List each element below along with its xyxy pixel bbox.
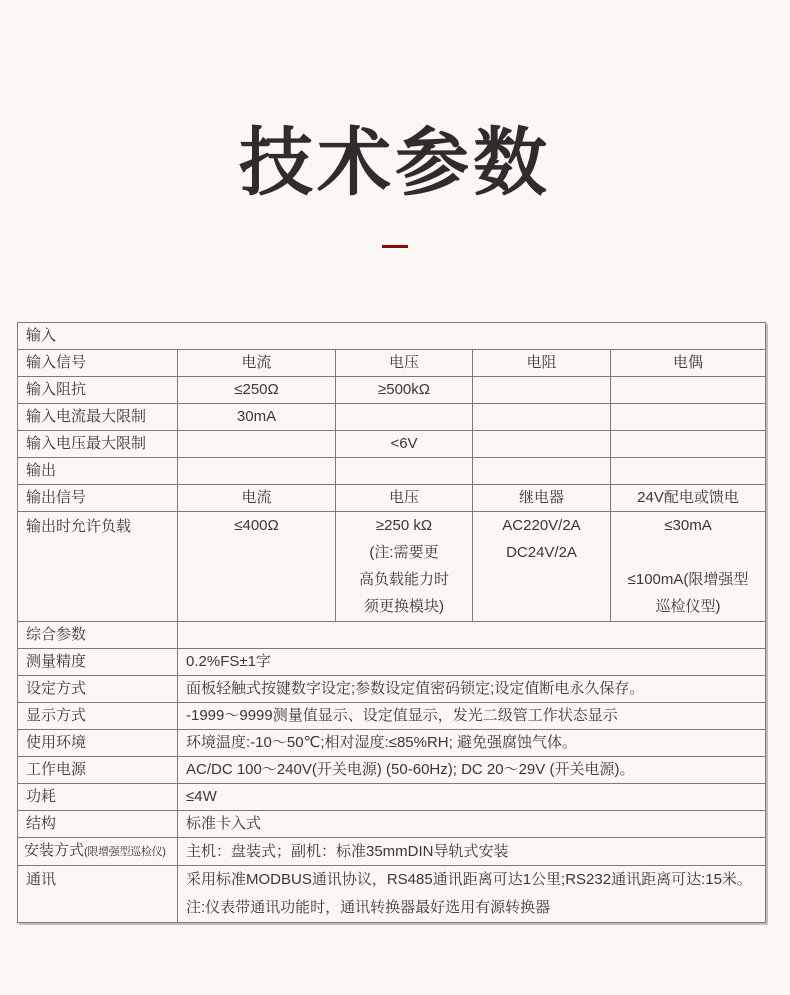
cell-value: 面板轻触式按键数字设定;参数设定值密码锁定;设定值断电永久保存。 [178,676,766,703]
table-row-power-consumption [18,784,766,811]
table-row-input-impedance [18,377,766,404]
cell-value [178,622,766,649]
cell-value: ≥500kΩ [336,377,473,404]
table-row-input-section [18,323,766,350]
table-row-output-signal [18,485,766,512]
row-label: 结构 [18,811,178,838]
cell-value [178,458,336,485]
row-label: 功耗 [18,784,178,811]
cell-value: AC/DC 100～240V(开关电源) (50-60Hz); DC 20～29V (开关电源)。 [178,757,766,784]
table-row-input-max-voltage [18,431,766,458]
row-label: 安装方式(限增强型巡检仪) [18,838,178,866]
table-row-communication [18,866,766,923]
cell-value [611,458,766,485]
row-label: 输入信号 [18,350,178,377]
table-row-output-load [18,512,766,622]
table-row-output-section [18,458,766,485]
cell-value [473,431,611,458]
row-label: 设定方式 [18,676,178,703]
cell-value: <6V [336,431,473,458]
cell-load-24v: ≤30mA ≤100mA(限增强型 巡检仪型) [611,512,766,622]
cell-load-current: ≤400Ω [178,512,336,622]
cell-current: 电流 [178,485,336,512]
cell-24v-supply: 24V配电或馈电 [611,485,766,512]
row-label: 使用环境 [18,730,178,757]
cell-relay: 继电器 [473,485,611,512]
row-label [18,512,178,622]
table-row-environment [18,730,766,757]
table-row-general-section [18,622,766,649]
cell-value: 30mA [178,404,336,431]
cell-value: ≤250Ω [178,377,336,404]
spec-table [17,322,766,923]
cell-current: 电流 [178,350,336,377]
cell-value [611,377,766,404]
cell-load-relay: AC220V/2A DC24V/2A [473,512,611,622]
table-row-power-supply [18,757,766,784]
cell-load-voltage: ≥250 kΩ (注:需要更 高负载能力时 须更换模块) [336,512,473,622]
title-underline [382,245,408,248]
row-label: 工作电源 [18,757,178,784]
table-row-display-method [18,703,766,730]
row-label: 输入电压最大限制 [18,431,178,458]
cell-value: 主机：盘装式；副机：标准35mmDIN导轨式安装 [178,838,766,866]
cell-value [473,458,611,485]
row-label: 输入电流最大限制 [18,404,178,431]
cell-resistance: 电阻 [473,350,611,377]
cell-value [611,431,766,458]
row-label: 显示方式 [18,703,178,730]
row-label: 输出信号 [18,485,178,512]
cell-value [336,404,473,431]
cell-voltage: 电压 [336,485,473,512]
cell-value [611,404,766,431]
cell-value: 采用标准MODBUS通讯协议，RS485通讯距离可达1公里;RS232通讯距离可达:15米。 注:仪表带通讯功能时，通讯转换器最好选用有源转换器 [178,866,766,923]
cell-value: ≤4W [178,784,766,811]
cell-value: 环境温度:-10～50℃;相对湿度:≤85%RH; 避免强腐蚀气体。 [178,730,766,757]
cell-voltage: 电压 [336,350,473,377]
section-label: 输出 [18,458,178,485]
table-row-setting-method [18,676,766,703]
cell-value: 0.2%FS±1字 [178,649,766,676]
cell-value [336,458,473,485]
page-title: 技术参数 [239,121,551,204]
table-row-mounting [18,838,766,866]
section-label: 综合参数 [18,622,178,649]
cell-value: -1999～9999测量值显示、设定值显示，发光二级管工作状态显示 [178,703,766,730]
cell-thermocouple: 电偶 [611,350,766,377]
cell-value [473,404,611,431]
row-label-note: (限增强型巡检仪) [84,846,166,858]
cell-value: 标准卡入式 [178,811,766,838]
table-row-input-max-current [18,404,766,431]
row-label: 通讯 [18,866,178,923]
row-label: 输入阻抗 [18,377,178,404]
row-label-text: 输出时允许负载 [26,518,132,535]
table-row-structure [18,811,766,838]
section-label: 输入 [18,323,766,350]
cell-value [178,431,336,458]
table-row-input-signal [18,350,766,377]
table-row-accuracy [18,649,766,676]
row-label: 测量精度 [18,649,178,676]
cell-value [473,377,611,404]
